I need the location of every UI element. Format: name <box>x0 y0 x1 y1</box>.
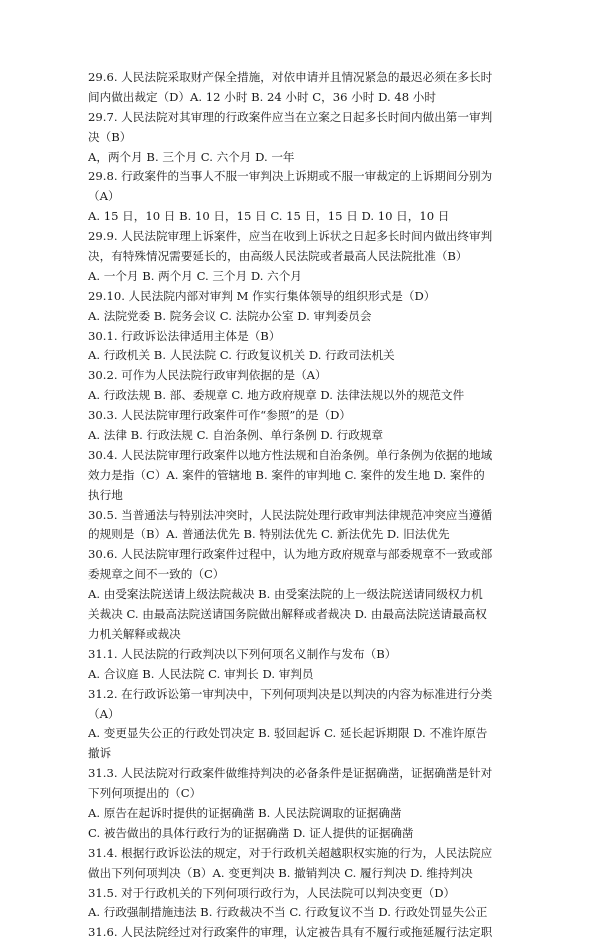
text-line: 决，有特殊情况需要延长的，由高级人民法院或者最高人民法院批准（B） <box>88 249 468 264</box>
text-line: 31.2. 在行政诉讼第一审判决中，下列何项判决是以判决的内容为标准进行分类 <box>88 686 493 701</box>
text-line: 下列何项提出的（C） <box>88 786 202 801</box>
text-line: 29.6. 人民法院采取财产保全措施，对依申请并且情况紧急的最迟必须在多长时 <box>88 70 493 84</box>
text-line: A. 15 日，10 日 B. 10 日，15 日 C. 15 日，15 日 D. 10 日，10 日 <box>88 209 450 224</box>
text-line: A. 一个月 B. 两个月 C. 三个月 D. 六个月 <box>88 268 302 283</box>
text-line: （A） <box>88 189 120 204</box>
text-line: 的规则是（B）A. 普通法优先 B. 特别法优先 C. 新法优先 D. 旧法优先 <box>88 527 450 542</box>
text-line: A. 变更显失公正的行政处罚决定 B. 驳回起诉 C. 延长起诉期限 D. 不准许原告 <box>88 726 488 741</box>
text-line: A. 法院党委 B. 院务会议 C. 法院办公室 D. 审判委员会 <box>88 308 372 323</box>
text-line: C. 被告做出的具体行政行为的证据确凿 D. 证人提供的证据确凿 <box>88 825 414 840</box>
text-line: 31.5. 对于行政机关的下列何项行政行为，人民法院可以判决变更（D） <box>88 885 456 900</box>
text-line: 30.4. 人民法院审理行政案件以地方性法规和自治条例。单行条例为依据的地域 <box>88 447 493 462</box>
text-line: 委规章之间不一致的（C） <box>88 567 225 582</box>
text-line: 29.9. 人民法院审理上诉案件，应当在收到上诉状之日起多长时间内做出终审判 <box>88 229 493 244</box>
text-line: A. 行政法规 B. 部、委规章 C. 地方政府规章 D. 法律法规以外的规范文件 <box>88 388 465 403</box>
text-line: A. 原告在起诉时提供的证据确凿 B. 人民法院调取的证据确凿 <box>88 805 402 820</box>
text-line: （A） <box>88 706 120 721</box>
text-line: 做出下列何项判决（B）A. 变更判决 B. 撤销判决 C. 履行判决 D. 维持判决 <box>88 865 473 880</box>
text-line: A. 法律 B. 行政法规 C. 自治条例、单行条例 D. 行政规章 <box>88 428 384 443</box>
text-line: A. 合议庭 B. 人民法院 C. 审判长 D. 审判员 <box>88 666 314 681</box>
text-line: A. 由受案法院送请上级法院裁决 B. 由受案法院的上一级法院送请同级权力机 <box>88 587 483 602</box>
text-line: A. 行政机关 B. 人民法院 C. 行政复议机关 D. 行政司法机关 <box>88 348 395 363</box>
text-line: 力机关解释或裁决 <box>88 626 181 641</box>
text-line: 31.4. 根据行政诉讼法的规定，对于行政机关超越职权实施的行为，人民法院应 <box>88 845 493 860</box>
text-line: 效力是指（C）A. 案件的管辖地 B. 案件的审判地 C. 案件的发生地 D. 案件的 <box>88 467 485 482</box>
document-page <box>88 68 518 943</box>
text-line: 30.3. 人民法院审理行政案件可作“参照”的是（D） <box>88 408 352 423</box>
text-line: A. 行政强制措施违法 B. 行政裁决不当 C. 行政复议不当 D. 行政处罚显失公正 <box>88 905 488 920</box>
text-line: 决（B） <box>88 129 132 144</box>
text-line: 30.5. 当普通法与特别法冲突时，人民法院处理行政审判法律规范冲突应当遵循 <box>88 507 493 522</box>
text-line: 31.6. 人民法院经过对行政案件的审理，认定被告具有不履行或拖延履行法定职 <box>88 925 493 940</box>
text-line: 29.10. 人民法院内部对审判 M 作实行集体领导的组织形式是（D） <box>88 288 436 303</box>
text-line: 执行地 <box>88 487 123 502</box>
text-line: 31.1. 人民法院的行政判决以下列何项名义制作与发布（B） <box>88 646 397 661</box>
text-line: 关裁决 C. 由最高法院送请国务院做出解释或者裁决 D. 由最高法院送请最高权 <box>88 607 487 622</box>
text-line: 30.6. 人民法院审理行政案件过程中，认为地方政府规章与部委规章不一致或部 <box>88 547 493 562</box>
text-line: 29.7. 人民法院对其审理的行政案件应当在立案之日起多长时间内做出第一审判 <box>88 109 493 124</box>
text-line: 间内做出裁定（D）A. 12 小时 B. 24 小时 C，36 小时 D. 48 小时 <box>88 89 436 104</box>
text-line: 30.2. 可作为人民法院行政审判依据的是（A） <box>88 368 327 383</box>
text-line: 29.8. 行政案件的当事人不服一审判决上诉期或不服一审裁定的上诉期间分别为 <box>88 169 493 184</box>
text-line: A，两个月 B. 三个月 C. 六个月 D. 一年 <box>88 149 295 164</box>
text-line: 31.3. 人民法院对行政案件做维持判决的必备条件是证据确凿，证据确凿是针对 <box>88 766 493 781</box>
text-line: 30.1. 行政诉讼法律适用主体是（B） <box>88 328 281 343</box>
text-line: 撤诉 <box>88 746 112 761</box>
